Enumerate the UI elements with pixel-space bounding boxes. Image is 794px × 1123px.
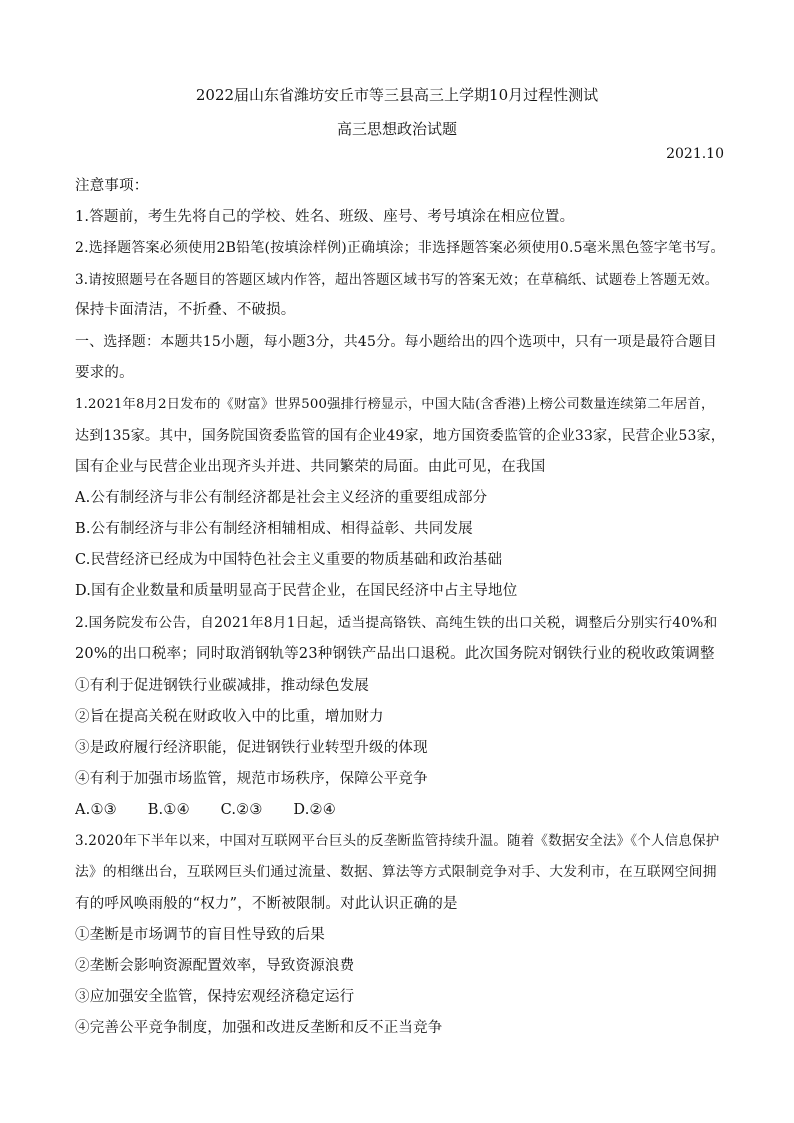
notice-item: 2.选择题答案必须使用2B铅笔(按填涂样例)正确填涂；非选择题答案必须使用0.5毫米黑色签字笔书写。 xyxy=(75,240,725,256)
q3-stem: 有的呼风唤雨般的“权力”，不断被限制。对此认识正确的是 xyxy=(75,896,458,912)
notice-heading: 注意事项： xyxy=(75,178,149,194)
section-heading-cont: 要求的。 xyxy=(75,365,134,381)
notice-item: 1.答题前，考生先将自己的学校、姓名、班级、座号、考号填涂在相应位置。 xyxy=(75,209,575,225)
notice-item: 3.请按照题号在各题目的答题区域内作答，超出答题区域书写的答案无效；在草稿纸、试题卷上答题无效。 xyxy=(75,272,719,288)
q1-stem: 国有企业与民营企业出现齐头并进、共同繁荣的局面。由此可见，在我国 xyxy=(75,459,546,475)
q2-choice-a: A.①③ xyxy=(75,802,117,818)
q2-item-3: ③是政府履行经济职能，促进钢铁行业转型升级的体现 xyxy=(75,740,428,756)
q2-stem: 20%的出口税率；同时取消钢轨等23种钢铁产品出口退税。此次国务院对钢铁行业的税收政策调整 xyxy=(75,646,715,662)
q2-item-2: ②旨在提高关税在财政收入中的比重，增加财力 xyxy=(75,709,384,725)
notice-item: 保持卡面清洁，不折叠、不破损。 xyxy=(75,302,296,318)
q2-choice-b: B.①④ xyxy=(147,802,190,818)
q1-option-c: C.民营经济已经成为中国特色社会主义重要的物质基础和政治基础 xyxy=(75,552,503,568)
q2-choices xyxy=(75,800,725,820)
exam-subtitle: 高三思想政治试题 xyxy=(336,120,457,138)
q1-option-d: D.国有企业数量和质量明显高于民营企业，在国民经济中占主导地位 xyxy=(75,583,518,599)
q3-stem: 3.2020年下半年以来，中国对互联网平台巨头的反垄断监管持续升温。随着《数据安全法》《个人信息保护 xyxy=(75,833,720,849)
q1-stem: 1.2021年8月2日发布的《财富》世界500强排行榜显示，中国大陆(含香港)上榜公司数量连续第二年居首， xyxy=(75,397,715,412)
exam-title: 2022届山东省潍坊安丘市等三县高三上学期10月过程性测试 xyxy=(195,86,599,104)
q1-stem: 达到135家。其中，国务院国资委监管的国有企业49家，地方国资委监管的企业33家，民营企业53家， xyxy=(75,428,725,444)
q3-item-4: ④完善公平竞争制度，加强和改进反垄断和反不正当竞争 xyxy=(75,1020,443,1036)
q2-choice-c: C.②③ xyxy=(220,802,263,818)
q1-option-b: B.公有制经济与非公有制经济相辅相成、相得益彰、共同发展 xyxy=(75,521,473,537)
q3-item-3: ③应加强安全监管，保持宏观经济稳定运行 xyxy=(75,989,355,1005)
section-heading: 一、选择题：本题共15小题，每小题3分，共45分。每小题给出的四个选项中，只有一项是最符合题目 xyxy=(75,334,717,350)
q3-stem: 法》的相继出台，互联网巨头们通过流量、数据、算法等方式限制竞争对手、大发利市，在互联网空间拥 xyxy=(75,864,717,880)
q1-option-a: A.公有制经济与非公有制经济都是社会主义经济的重要组成部分 xyxy=(75,490,488,506)
q2-choice-d: D.②④ xyxy=(293,802,336,818)
q2-stem: 2.国务院发布公告，自2021年8月1日起，适当提高铬铁、高纯生铁的出口关税，调整后分别实行40%和 xyxy=(75,615,718,631)
q3-item-1: ①垄断是市场调节的盲目性导致的后果 xyxy=(75,927,325,943)
q3-item-2: ②垄断会影响资源配置效率，导致资源浪费 xyxy=(75,958,355,974)
exam-date: 2021.10 xyxy=(666,146,724,162)
q2-item-1: ①有利于促进钢铁行业碳减排，推动绿色发展 xyxy=(75,678,369,694)
q2-item-4: ④有利于加强市场监管，规范市场秩序，保障公平竞争 xyxy=(75,771,428,787)
